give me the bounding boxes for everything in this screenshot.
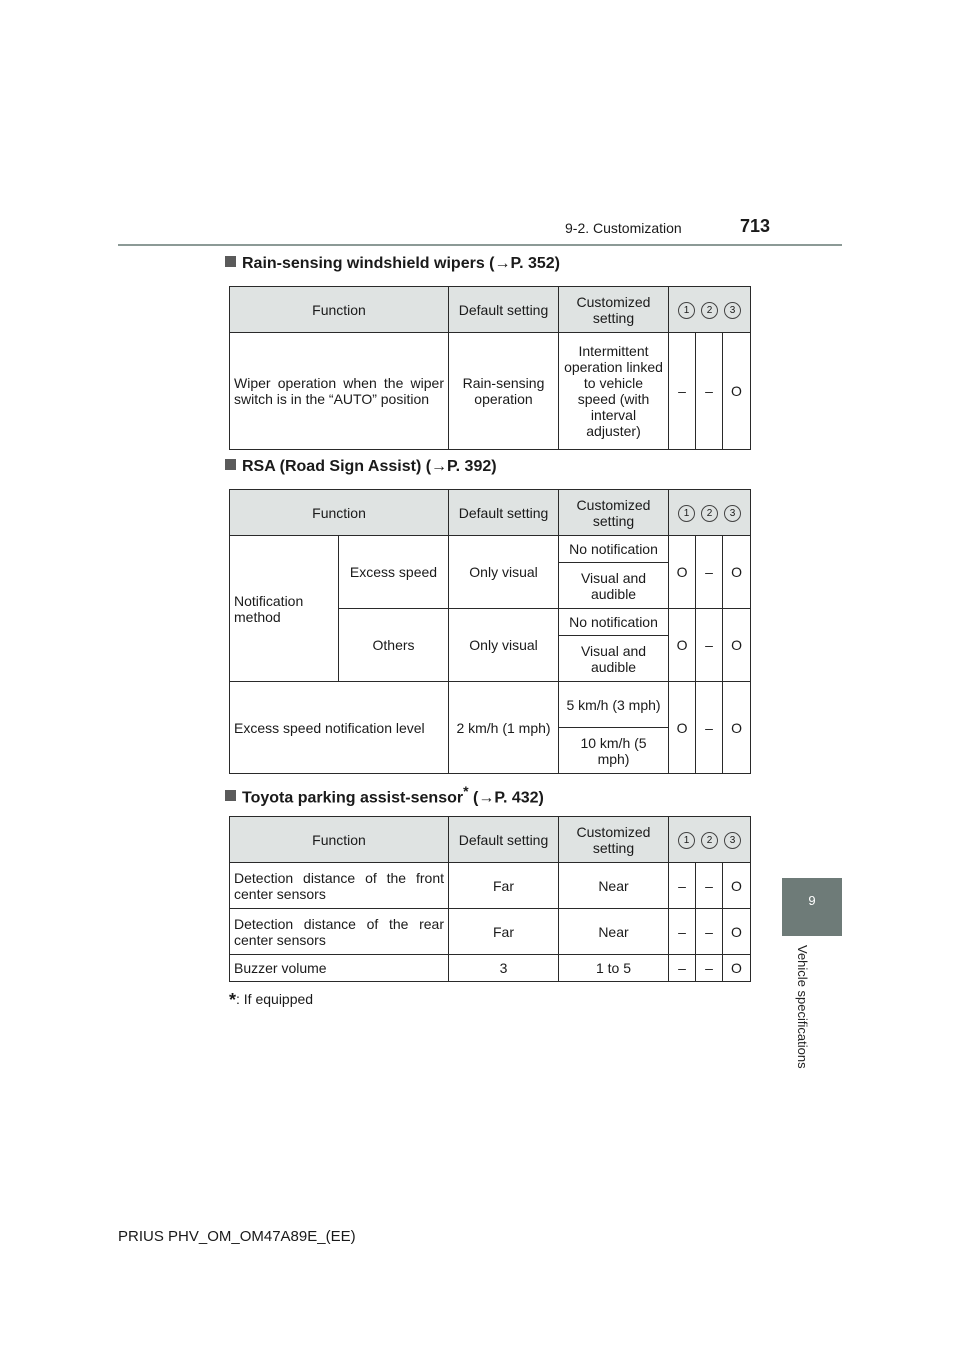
page-number: 713 xyxy=(740,216,771,236)
col-customized: Customized setting xyxy=(559,817,669,863)
footnote xyxy=(229,990,313,1011)
table-header-row xyxy=(230,817,751,863)
footnote-asterisk: * xyxy=(229,990,237,1010)
table-row: 10 km/h (5 mph) xyxy=(230,728,751,774)
table-row: Others Only visual No notification O – O xyxy=(230,609,751,636)
table-row: Detection distance of the rear center sensors Far Near – – O xyxy=(230,909,751,955)
wipers-table xyxy=(229,286,751,450)
col-default: Default setting xyxy=(449,287,559,333)
chapter-label: Vehicle specifications xyxy=(795,945,810,1069)
footer-model-code: PRIUS PHV_OM_OM47A89E_(EE) xyxy=(118,1228,356,1245)
asterisk-marker: * xyxy=(463,783,469,799)
bullet-square-icon xyxy=(225,459,236,470)
table-row: Buzzer volume 3 1 to 5 – – O xyxy=(230,955,751,982)
mode-1-icon: 1 xyxy=(678,302,695,319)
mode-2-icon: 2 xyxy=(701,302,718,319)
footnote-text: : If equipped xyxy=(236,991,314,1007)
table-row: Notification method Excess speed Only visual No notification O – O xyxy=(230,536,751,563)
col-customized: Customized setting xyxy=(559,287,669,333)
table-row: Excess speed notification level 2 km/h (1 mph) 5 km/h (3 mph) O – O xyxy=(230,682,751,728)
col-function: Function xyxy=(230,490,449,536)
chapter-tab: 9 xyxy=(782,878,842,936)
col-default: Default setting xyxy=(449,490,559,536)
table-row: Wiper operation when the wiper switch is in the “AUTO” position Rain-sensing operation Intermittent operation linked to vehicle speed (with interval adjuster) – – O xyxy=(230,333,751,450)
col-default: Default setting xyxy=(449,817,559,863)
col-function: Function xyxy=(230,287,449,333)
bullet-square-icon xyxy=(225,790,236,801)
heading-rsa: RSA (Road Sign Assist) (→P. 392) xyxy=(225,458,497,476)
col-customized: Customized setting xyxy=(559,490,669,536)
bullet-square-icon xyxy=(225,256,236,267)
heading-parking: Toyota parking assist-sensor* (→P. 432) xyxy=(225,783,544,807)
mode-1-icon: 1 xyxy=(678,505,695,522)
table-row: Visual and audible xyxy=(230,636,751,682)
col-modes xyxy=(669,490,751,536)
rsa-table xyxy=(229,489,751,774)
mode-2-icon: 2 xyxy=(701,832,718,849)
heading-wipers: Rain-sensing windshield wipers (→P. 352) xyxy=(225,255,560,273)
table-header-row xyxy=(230,287,751,333)
col-modes xyxy=(669,287,751,333)
col-function: Function xyxy=(230,817,449,863)
parking-table xyxy=(229,816,751,982)
mode-2-icon: 2 xyxy=(701,505,718,522)
table-header-row xyxy=(230,490,751,536)
mode-3-icon: 3 xyxy=(724,302,741,319)
section-title: 9-2. Customization xyxy=(565,220,682,236)
mode-1-icon: 1 xyxy=(678,832,695,849)
header-divider xyxy=(118,244,842,246)
table-row: Visual and audible xyxy=(230,563,751,609)
mode-3-icon: 3 xyxy=(724,832,741,849)
table-row: Detection distance of the front center sensors Far Near – – O xyxy=(230,863,751,909)
mode-3-icon: 3 xyxy=(724,505,741,522)
col-modes xyxy=(669,817,751,863)
